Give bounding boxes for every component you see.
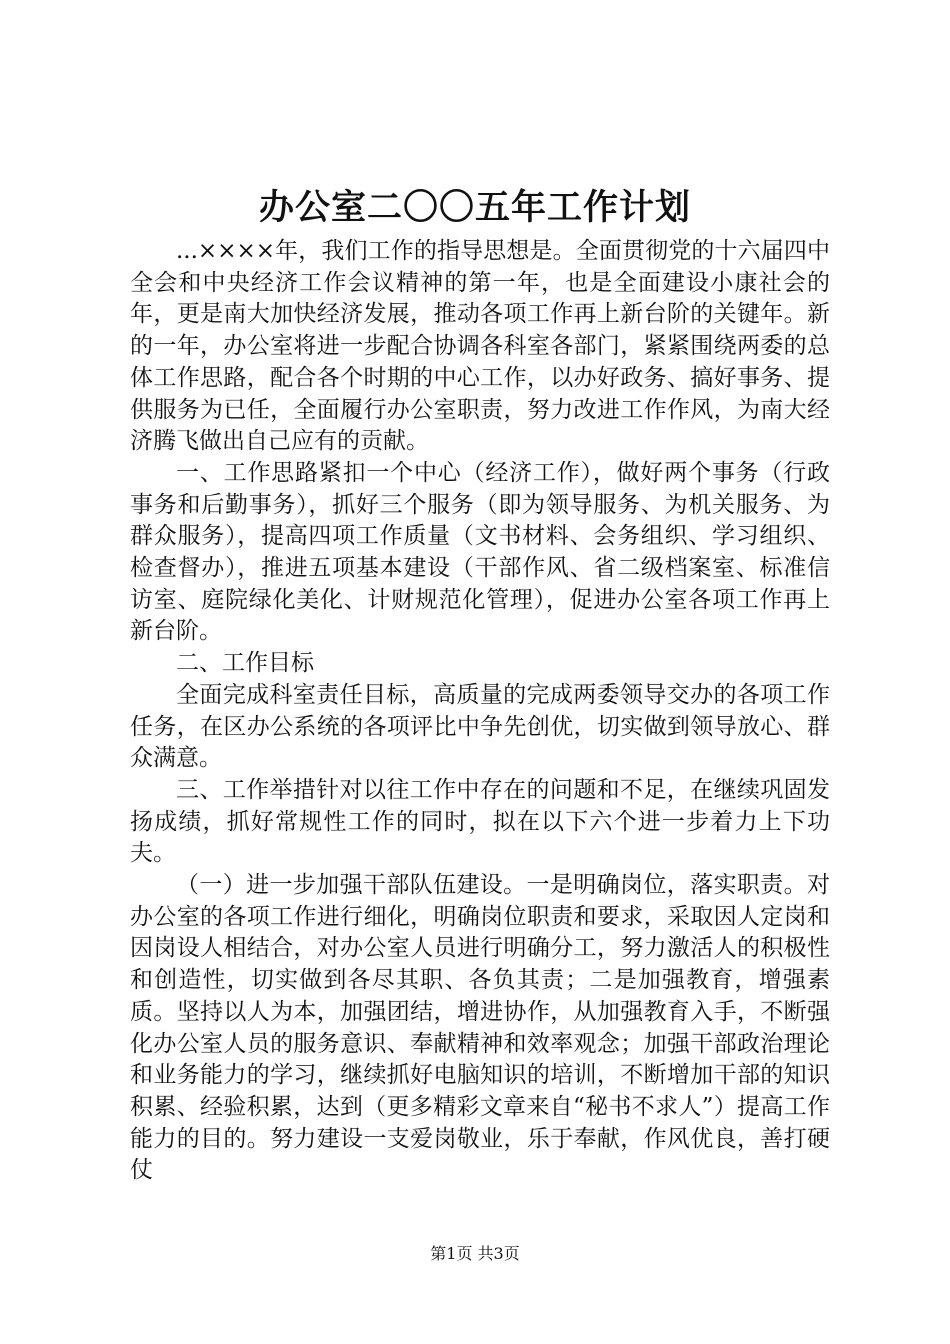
- paragraph-work-measures: 三、工作举措针对以往工作中存在的问题和不足，在继续巩固发扬成绩，抓好常规性工作的同时，拟在以下六个进一步着力上下功夫。: [130, 776, 830, 867]
- heading-work-goals: 二、工作目标: [176, 650, 314, 677]
- paragraph-work-goals: 全面完成科室责任目标，高质量的完成两委领导交办的各项工作任务，在区办公系统的各项评比中争先创优，切实做到领导放心、群众满意。: [130, 681, 830, 772]
- page-number-footer: 第1页 共3页: [430, 1244, 520, 1263]
- paragraph-cadre-building: （一）进一步加强干部队伍建设。一是明确岗位，落实职责。对办公室的各项工作进行细化，明确岗位职责和要求，采取因人定岗和因岗设人相结合，对办公室人员进行明确分工，努力激活人的积极性和创造性，切实做到各尽其职、各负其责；二是加强教育，增强素质。坚持以人为本，加强团结，增进协作，从加强教育入手，不断强化办公室人员的服务意识、奉献精神和效率观念；加强干部政治理论和业务能力的学习，继续抓好电脑知识的培训，不断增加干部的知识积累、经验积累，达到（更多精彩文章来自“秘书不求人”）提高工作能力的目的。努力建设一支爱岗敬业，乐于奉献，作风优良，善打硬仗: [130, 872, 830, 1184]
- document-title: 办公室二〇〇五年工作计划: [258, 187, 691, 228]
- paragraph-work-approach: 一、工作思路紧扣一个中心（经济工作），做好两个事务（行政事务和后勤事务），抓好三个服务（即为领导服务、为机关服务、为群众服务），提高四项工作质量（文书材料、会务组织、学习组织、检查督办），推进五项基本建设（干部作风、省二级档案室、标准信访室、庭院绿化美化、计财规范化管理），促进办公室各项工作再上新台阶。: [130, 459, 830, 645]
- paragraph-intro: ...××××年，我们工作的指导思想是。全面贯彻党的十六届四中全会和中央经济工作会议精神的第一年，也是全面建设小康社会的年，更是南大加快经济发展，推动各项工作再上新台阶的关键年。新的一年，办公室将进一步配合协调各科室各部门，紧紧围绕两委的总体工作思路，配合各个时期的中心工作，以办好政务、搞好事务、提供服务为已任，全面履行办公室职责，努力改进工作作风，为南大经济腾飞做出自己应有的贡献。: [130, 238, 830, 455]
- document-body: [130, 236, 830, 1187]
